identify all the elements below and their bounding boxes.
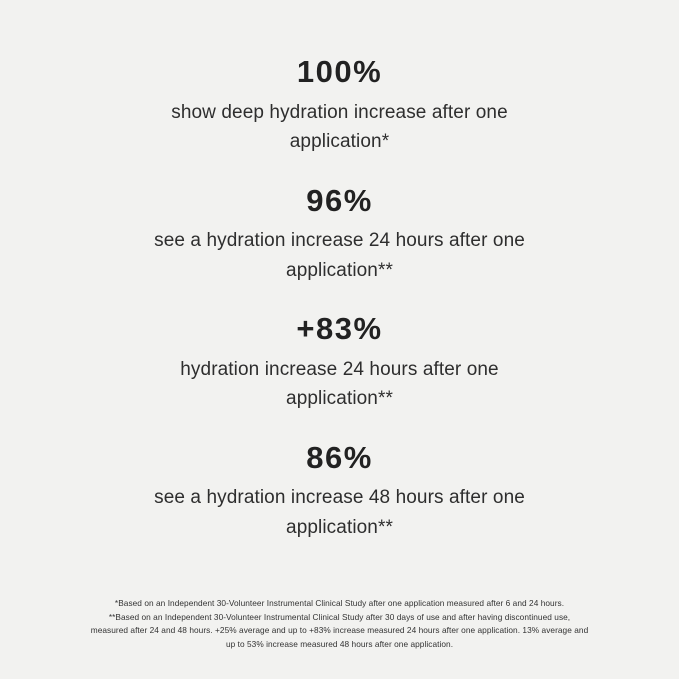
stat-value: 96% bbox=[306, 182, 373, 218]
stat-description: hydration increase 24 hours after one application** bbox=[180, 358, 499, 410]
footnote-single-asterisk: *Based on an Independent 30-Volunteer Instrumental Clinical Study after one application measured after 6 and 24 hours. bbox=[114, 598, 565, 609]
stats-list bbox=[60, 54, 619, 542]
stat-description: see a hydration increase 24 hours after one application** bbox=[154, 230, 525, 281]
footnotes bbox=[60, 597, 619, 667]
stat-description: see a hydration increase 48 hours after one application** bbox=[154, 487, 525, 538]
stat-value: 86% bbox=[306, 439, 373, 475]
stat-value: +83% bbox=[296, 311, 383, 347]
stat-item bbox=[60, 54, 619, 157]
stat-description: show deep hydration increase after one application* bbox=[171, 101, 508, 153]
stat-value: 100% bbox=[296, 54, 383, 89]
stat-item bbox=[60, 183, 619, 286]
footnote-double-asterisk: **Based on an Independent 30-Volunteer Instrumental Clinical Study after 30 days of use and after having discontinued use, measured after 24 and 48 hours. +25% average and up to +83% increase measured 24 hours after one application. 13% average and up to 53% increase measured 48 hours after one application. bbox=[90, 611, 589, 649]
stat-item bbox=[60, 440, 619, 543]
stat-item bbox=[60, 311, 619, 414]
